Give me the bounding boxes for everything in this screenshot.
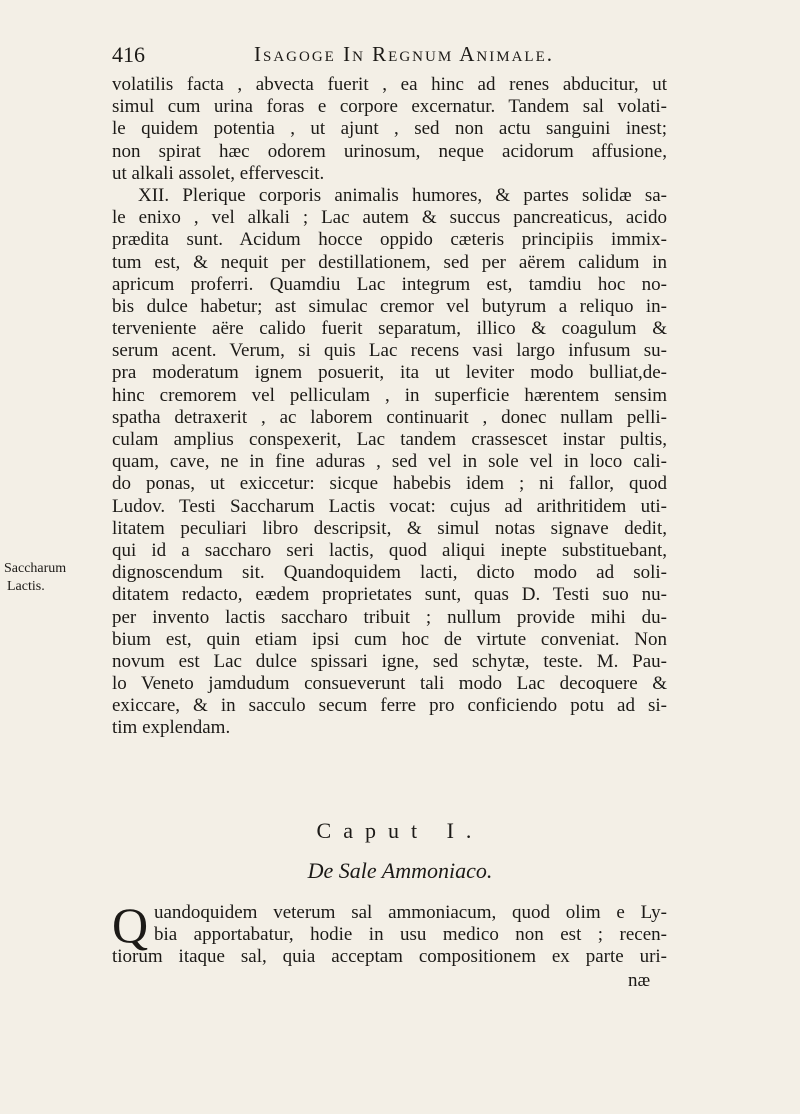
text-line: Ludov. Testi Saccharum Lactis vocat: cujus ad arithritidem uti-	[112, 495, 667, 517]
body-text	[112, 74, 667, 740]
text-line: pra moderatum ignem posuerit, ita ut leviter modo bulliat,de-	[112, 362, 667, 384]
text-line: bia apportabatur, hodie in usu medico non est ; recen-	[154, 924, 667, 946]
text-line: litatem peculiari libro descripsit, & simul notas signave dedit,	[112, 517, 667, 539]
text-line: non spirat hæc odorem urinosum, neque acidorum affusione,	[112, 140, 667, 162]
text-line: simul cum urina foras e corpore excernatur. Tandem sal volati-	[112, 96, 667, 118]
text-line: tim explendam.	[112, 717, 231, 739]
page-header	[112, 40, 672, 74]
text-line: quam, cave, ne in fine aduras , sed vel in sole vel in loco cali-	[112, 451, 667, 473]
text-line: per invento lactis saccharo tribuit ; nullum provide mihi du-	[112, 606, 667, 628]
text-line: culam amplius conspexerit, Lac tandem crassescet instar pultis,	[112, 429, 667, 450]
text-line: tiorum itaque sal, quia acceptam compositionem ex parte uri-	[112, 946, 667, 968]
text-line: exiccare, & in sacculo secum ferre pro conficiendo potu ad si-	[112, 695, 667, 717]
text-line: volatilis facta , abvecta fuerit , ea hinc ad renes abducitur, ut	[112, 74, 667, 95]
catchword: næ	[628, 970, 651, 991]
chapter-opening-paragraph	[112, 897, 667, 969]
margin-note	[4, 560, 66, 596]
page-number: 416	[112, 42, 145, 67]
text-line: dignoscendum sit. Quandoquidem lacti, dicto modo ad soli-	[112, 562, 667, 584]
chapter-heading: Caput I.	[316, 818, 484, 843]
text-line: lo Veneto jamdudum consueverunt tali modo Lac decoquere &	[112, 673, 667, 695]
drop-cap: Q	[112, 897, 149, 953]
text-line: qui id a saccharo seri lactis, quod aliqui inepte substituebant,	[112, 539, 667, 561]
text-line: bium est, quin etiam ipsi cum hoc de virtute conveniat. Non	[112, 628, 667, 650]
running-head: Isagoge In Regnum Animale.	[254, 42, 554, 66]
text-line: XII. Plerique corporis animalis humores, & partes solidæ sa-	[138, 184, 667, 206]
text-line: le enixo , vel alkali ; Lac autem & succus pancreaticus, acido	[112, 207, 667, 229]
text-line: prædita sunt. Acidum hocce oppido cæteris principiis immix-	[112, 229, 667, 251]
text-line: terveniente aëre calido fuerit separatum, illico & coagulum &	[112, 318, 667, 340]
text-line: apricum proferri. Quamdiu Lac integrum est, tamdiu hoc no-	[112, 273, 667, 295]
text-line: ditatem redacto, eædem proprietates sunt, quas D. Testi suo nu-	[112, 584, 667, 606]
margin-note-line: Lactis.	[7, 579, 45, 594]
text-line: hinc cremorem vel pelliculam , in superficie hærentem sensim	[112, 384, 667, 406]
text-line: do ponas, ut exiccetur: sicque habebis idem ; ni fallor, quod	[112, 473, 667, 495]
text-line: uandoquidem veterum sal ammoniacum, quod olim e Ly-	[154, 902, 667, 923]
text-line: serum acent. Verum, si quis Lac recens vasi largo infusum su-	[112, 340, 667, 362]
text-line: le quidem potentia , ut ajunt , sed non actu sanguini inest;	[112, 118, 667, 140]
text-line: ut alkali assolet, effervescit.	[112, 162, 325, 184]
text-line: spatha detraxerit , ac laborem continuarit , donec nullam pelli-	[112, 406, 667, 428]
text-line: tum est, & nequit per destillationem, sed per aërem calidum in	[112, 251, 667, 273]
chapter-title: De Sale Ammoniaco.	[307, 858, 493, 883]
text-line: bis dulce habetur; ast simulac cremor vel butyrum a reliquo in-	[112, 295, 667, 317]
text-line: novum est Lac dulce spissari igne, sed schytæ, teste. M. Pau-	[112, 650, 667, 672]
margin-note-line: Saccharum	[4, 561, 67, 576]
